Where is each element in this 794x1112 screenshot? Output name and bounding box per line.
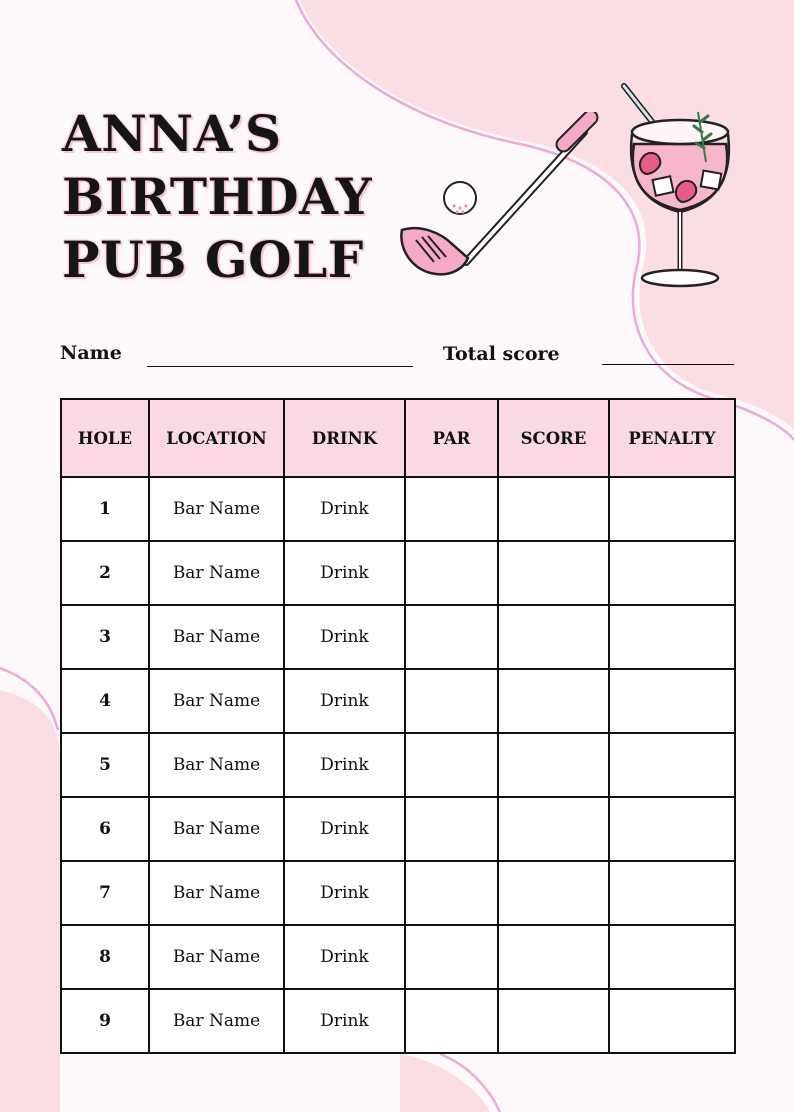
cocktail-icon (616, 82, 744, 298)
par-cell[interactable] (405, 541, 498, 605)
penalty-cell[interactable] (609, 989, 735, 1053)
score-cell[interactable] (498, 477, 609, 541)
drink-cell: Drink (284, 477, 405, 541)
scorecard-table (60, 398, 736, 1054)
column-header: PENALTY (609, 399, 735, 477)
column-header: HOLE (61, 399, 149, 477)
hole-cell: 2 (61, 541, 149, 605)
penalty-cell[interactable] (609, 669, 735, 733)
penalty-cell[interactable] (609, 605, 735, 669)
bottom-blob (400, 1054, 490, 1112)
penalty-cell[interactable] (609, 797, 735, 861)
table-row (61, 605, 735, 669)
drink-cell: Drink (284, 989, 405, 1053)
drink-cell: Drink (284, 541, 405, 605)
total-score-label: Total score (443, 343, 560, 365)
location-cell: Bar Name (149, 989, 284, 1053)
hole-cell: 7 (61, 861, 149, 925)
drink-cell: Drink (284, 925, 405, 989)
table-row (61, 797, 735, 861)
location-cell: Bar Name (149, 797, 284, 861)
bottom-left-blob (0, 690, 60, 1112)
score-cell[interactable] (498, 541, 609, 605)
par-cell[interactable] (405, 605, 498, 669)
penalty-cell[interactable] (609, 541, 735, 605)
hole-cell: 8 (61, 925, 149, 989)
drink-cell: Drink (284, 861, 405, 925)
hole-cell: 4 (61, 669, 149, 733)
drink-cell: Drink (284, 797, 405, 861)
table-header-row (61, 399, 735, 477)
par-cell[interactable] (405, 797, 498, 861)
location-cell: Bar Name (149, 861, 284, 925)
table-row (61, 733, 735, 797)
par-cell[interactable] (405, 669, 498, 733)
table-row (61, 861, 735, 925)
name-line[interactable] (147, 366, 413, 367)
hole-cell: 3 (61, 605, 149, 669)
table-row (61, 477, 735, 541)
title-line-2: BIRTHDAY (62, 167, 373, 226)
page-title (62, 102, 372, 291)
score-cell[interactable] (498, 989, 609, 1053)
name-label: Name (60, 342, 122, 364)
score-cell[interactable] (498, 861, 609, 925)
title-line-3: PUB GOLF (62, 230, 364, 289)
column-header: PAR (405, 399, 498, 477)
par-cell[interactable] (405, 861, 498, 925)
penalty-cell[interactable] (609, 733, 735, 797)
score-cell[interactable] (498, 797, 609, 861)
score-cell[interactable] (498, 669, 609, 733)
golf-club-icon (394, 112, 608, 284)
penalty-cell[interactable] (609, 477, 735, 541)
penalty-cell[interactable] (609, 925, 735, 989)
column-header: SCORE (498, 399, 609, 477)
table-row (61, 541, 735, 605)
location-cell: Bar Name (149, 669, 284, 733)
penalty-cell[interactable] (609, 861, 735, 925)
location-cell: Bar Name (149, 541, 284, 605)
drink-cell: Drink (284, 733, 405, 797)
par-cell[interactable] (405, 989, 498, 1053)
location-cell: Bar Name (149, 925, 284, 989)
par-cell[interactable] (405, 925, 498, 989)
location-cell: Bar Name (149, 605, 284, 669)
score-cell[interactable] (498, 733, 609, 797)
total-score-line[interactable] (602, 364, 734, 365)
title-line-1: ANNA’S (62, 104, 282, 163)
par-cell[interactable] (405, 733, 498, 797)
hole-cell: 1 (61, 477, 149, 541)
location-cell: Bar Name (149, 733, 284, 797)
score-cell[interactable] (498, 605, 609, 669)
column-header: LOCATION (149, 399, 284, 477)
drink-cell: Drink (284, 605, 405, 669)
hole-cell: 9 (61, 989, 149, 1053)
column-header: DRINK (284, 399, 405, 477)
table-row (61, 669, 735, 733)
table-row (61, 989, 735, 1053)
table-body (61, 477, 735, 1053)
table-row (61, 925, 735, 989)
hole-cell: 5 (61, 733, 149, 797)
location-cell: Bar Name (149, 477, 284, 541)
drink-cell: Drink (284, 669, 405, 733)
hole-cell: 6 (61, 797, 149, 861)
score-cell[interactable] (498, 925, 609, 989)
par-cell[interactable] (405, 477, 498, 541)
